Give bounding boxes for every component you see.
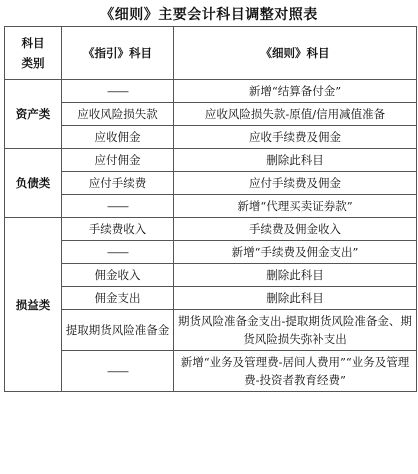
table-row [5,103,417,126]
guide-cell: 应收佣金 [62,126,174,149]
table-row [5,241,417,264]
rules-cell: 应付手续费及佣金 [174,172,417,195]
table-row [5,149,417,172]
table-row [5,264,417,287]
account-mapping-table [4,26,417,392]
rules-cell: 应收手续费及佣金 [174,126,417,149]
rules-cell: 删除此科目 [174,287,417,310]
guide-cell: 佣金收入 [62,264,174,287]
guide-cell: 应付手续费 [62,172,174,195]
guide-cell: 应收风险损失款 [62,103,174,126]
header-category-line-2: 类别 [21,56,45,70]
category-cell: 损益类 [5,218,62,392]
table-header-row [5,27,417,80]
rules-cell: 期货风险准备金支出-提取期货风险准备金、期货风险损失弥补支出 [174,310,417,351]
guide-cell: 提取期货风险准备金 [62,310,174,351]
guide-cell: 佣金支出 [62,287,174,310]
header-category [5,27,62,80]
table-row [5,195,417,218]
table-row [5,351,417,392]
table-row [5,126,417,149]
guide-cell: 应付佣金 [62,149,174,172]
rules-cell: 新增“业务及管理费-居间人费用”“业务及管理费-投资者教育经费” [174,351,417,392]
table-row [5,310,417,351]
guide-cell: —— [62,351,174,392]
header-rules: 《细则》科目 [174,27,417,80]
table-row [5,80,417,103]
guide-cell: 手续费收入 [62,218,174,241]
header-guide: 《指引》科目 [62,27,174,80]
table-row [5,172,417,195]
category-cell: 负债类 [5,149,62,218]
guide-cell: —— [62,195,174,218]
rules-cell: 新增“代理买卖证券款” [174,195,417,218]
rules-cell: 应收风险损失款-原值/信用减值准备 [174,103,417,126]
table-row [5,287,417,310]
page-title: 《细则》主要会计科目调整对照表 [100,7,318,23]
table-row [5,218,417,241]
guide-cell: —— [62,241,174,264]
category-cell: 资产类 [5,80,62,149]
guide-cell: —— [62,80,174,103]
rules-cell: 手续费及佣金收入 [174,218,417,241]
rules-cell: 删除此科目 [174,264,417,287]
rules-cell: 新增“结算备付金” [174,80,417,103]
rules-cell: 删除此科目 [174,149,417,172]
rules-cell: 新增“手续费及佣金支出” [174,241,417,264]
header-category-line-1: 科目 [21,36,45,50]
